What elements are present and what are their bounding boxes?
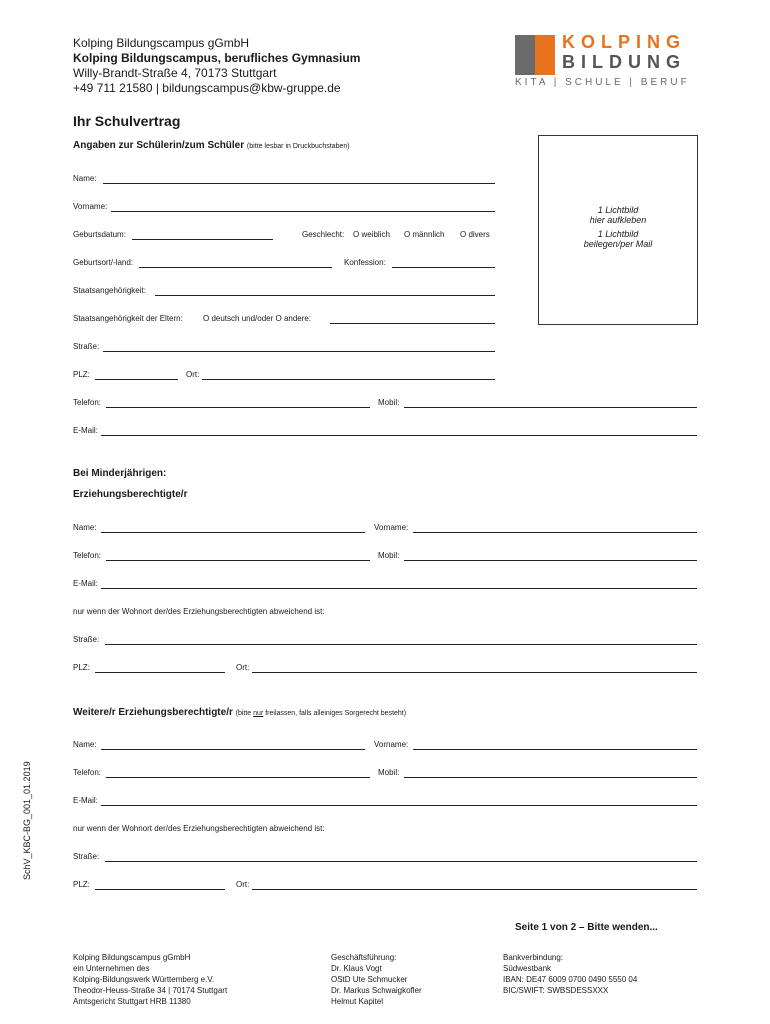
student-heading-note: (bitte lesbar in Druckbuchstaben) <box>246 143 350 150</box>
student-gender-label: Geschlecht: <box>302 230 345 239</box>
page-indicator: Seite 1 von 2 – Bitte wenden... <box>515 922 658 933</box>
student-mobile-field[interactable] <box>404 407 697 408</box>
second-guardian-heading <box>73 707 406 718</box>
guardian-name-field[interactable] <box>101 532 365 533</box>
guardian-street-label: Straße: <box>73 635 100 644</box>
document-code: SchV_KBC-BG_001_01.2019 <box>22 761 32 880</box>
guardian-email-label: E-Mail: <box>73 579 98 588</box>
second-name-label: Name: <box>73 740 97 749</box>
parents-nationality-label: Staatsangehörigkeit der Eltern: <box>73 314 183 323</box>
student-birthplace-label: Geburtsort/-land: <box>73 258 134 267</box>
footer-bank-line: Südwestbank <box>503 964 552 973</box>
kolping-logo-icon <box>515 35 555 75</box>
second-email-label: E-Mail: <box>73 796 98 805</box>
second-street-label: Straße: <box>73 852 100 861</box>
student-section-heading <box>73 140 350 151</box>
guardian-mobile-field[interactable] <box>404 560 697 561</box>
second-mobile-label: Mobil: <box>378 768 400 777</box>
footer-management-line: Geschäftsführung: <box>331 953 397 962</box>
footer-bank-line: IBAN: DE47 6009 0700 0490 5550 04 <box>503 975 638 984</box>
student-birthdate-field[interactable] <box>132 239 273 240</box>
guardian-heading: Erziehungsberechtigte/r <box>73 489 188 500</box>
gender-male-radio[interactable]: O männlich <box>404 230 445 239</box>
student-name-field[interactable] <box>103 183 495 184</box>
second-name-field[interactable] <box>101 749 365 750</box>
photo-text-3: 1 Lichtbild <box>597 229 639 239</box>
footer-bank-line: BIC/SWIFT: SWBSDESSXXX <box>503 986 609 995</box>
parents-nationality-field[interactable] <box>330 323 495 324</box>
student-religion-field[interactable] <box>392 267 495 268</box>
guardian-vorname-label: Vorname: <box>374 523 409 532</box>
guardian-mobile-label: Mobil: <box>378 551 400 560</box>
student-nationality-label: Staatsangehörigkeit: <box>73 286 146 295</box>
student-heading-text: Angaben zur Schülerin/zum Schüler <box>73 140 245 151</box>
gender-diverse-radio[interactable]: O divers <box>460 230 490 239</box>
footer-company-line: ein Unternehmen des <box>73 964 150 973</box>
student-street-field[interactable] <box>103 351 495 352</box>
photo-box <box>538 135 698 325</box>
second-phone-label: Telefon: <box>73 768 102 777</box>
student-name-label: Name: <box>73 174 97 183</box>
second-city-label: Ort: <box>236 880 250 889</box>
guardian-name-label: Name: <box>73 523 97 532</box>
student-city-label: Ort: <box>186 370 200 379</box>
second-mobile-field[interactable] <box>404 777 697 778</box>
second-street-field[interactable] <box>105 861 697 862</box>
logo-tagline: KITA | SCHULE | BERUF <box>515 77 690 88</box>
student-phone-label: Telefon: <box>73 398 102 407</box>
guardian-vorname-field[interactable] <box>413 532 697 533</box>
address-line-1: Kolping Bildungscampus gGmbH <box>73 36 250 50</box>
guardian-zip-label: PLZ: <box>73 663 90 672</box>
footer-company-line: Amtsgericht Stuttgart HRB 11380 <box>73 997 191 1006</box>
second-address-note: nur wenn der Wohnort der/des Erziehungsberechtigten abweichend ist: <box>73 824 325 833</box>
student-street-label: Straße: <box>73 342 100 351</box>
second-note-a: (bitte <box>235 710 254 717</box>
guardian-zip-field[interactable] <box>95 672 225 673</box>
address-line-3: Willy-Brandt-Straße 4, 70173 Stuttgart <box>73 66 277 80</box>
student-city-field[interactable] <box>202 379 495 380</box>
second-city-field[interactable] <box>252 889 697 890</box>
student-birthplace-field[interactable] <box>139 267 332 268</box>
logo-brand-1: KOLPING <box>562 32 687 52</box>
photo-text-4: beilegen/per Mail <box>583 239 653 249</box>
footer-management-line: Dr. Klaus Vogt <box>331 964 382 973</box>
guardian-city-field[interactable] <box>252 672 697 673</box>
photo-text-2: hier aufkleben <box>589 215 647 225</box>
guardian-email-field[interactable] <box>101 588 697 589</box>
student-mobile-label: Mobil: <box>378 398 400 407</box>
page-title: Ihr Schulvertrag <box>73 113 181 129</box>
gender-female-radio[interactable]: O weiblich <box>353 230 390 239</box>
second-phone-field[interactable] <box>106 777 370 778</box>
second-note-underlined: nur <box>253 710 264 717</box>
guardian-street-field[interactable] <box>105 644 697 645</box>
second-email-field[interactable] <box>101 805 697 806</box>
second-zip-field[interactable] <box>95 889 225 890</box>
guardian-phone-field[interactable] <box>106 560 370 561</box>
student-vorname-field[interactable] <box>111 211 495 212</box>
footer-bank-line: Bankverbindung: <box>503 953 564 962</box>
student-email-field[interactable] <box>101 435 697 436</box>
footer-company-line: Theodor-Heuss-Straße 34 | 70174 Stuttgart <box>73 986 228 995</box>
student-religion-label: Konfession: <box>344 258 386 267</box>
student-nationality-field[interactable] <box>155 295 495 296</box>
student-zip-label: PLZ: <box>73 370 90 379</box>
footer-company-line: Kolping Bildungscampus gGmbH <box>73 953 191 962</box>
student-birthdate-label: Geburtsdatum: <box>73 230 126 239</box>
student-phone-field[interactable] <box>106 407 370 408</box>
footer-management-line: Dr. Markus Schwaigkofler <box>331 986 422 995</box>
footer-company <box>73 952 227 1007</box>
second-zip-label: PLZ: <box>73 880 90 889</box>
guardian-phone-label: Telefon: <box>73 551 102 560</box>
guardian-city-label: Ort: <box>236 663 250 672</box>
minor-heading: Bei Minderjährigen: <box>73 468 167 479</box>
address-line-4: +49 711 21580 | bildungscampus@kbw-gruppe.de <box>73 81 341 95</box>
footer-management <box>331 952 422 1007</box>
kolping-logo <box>515 34 700 92</box>
footer-management-line: OStD Ute Schmucker <box>331 975 408 984</box>
footer-bank <box>503 952 637 996</box>
school-address <box>73 36 360 96</box>
photo-text-1: 1 Lichtbild <box>597 205 639 215</box>
logo-brand-2: BILDUNG <box>562 52 686 72</box>
second-vorname-field[interactable] <box>413 749 697 750</box>
second-note-b: freilassen, falls alleiniges Sorgerecht besteht) <box>263 710 407 717</box>
footer-company-line: Kolping-Bildungswerk Württemberg e.V. <box>73 975 215 984</box>
guardian-address-note: nur wenn der Wohnort der/des Erziehungsberechtigten abweichend ist: <box>73 607 325 616</box>
parents-nationality-options[interactable]: O deutsch und/oder O andere: <box>203 314 312 323</box>
second-guardian-heading-text: Weitere/r Erziehungsberechtigte/r <box>73 707 233 718</box>
footer-management-line: Helmut Kapitel <box>331 997 384 1006</box>
student-zip-field[interactable] <box>95 379 178 380</box>
second-vorname-label: Vorname: <box>374 740 409 749</box>
student-email-label: E-Mail: <box>73 426 98 435</box>
student-vorname-label: Vorname: <box>73 202 108 211</box>
address-line-2: Kolping Bildungscampus, berufliches Gymnasium <box>73 51 361 65</box>
